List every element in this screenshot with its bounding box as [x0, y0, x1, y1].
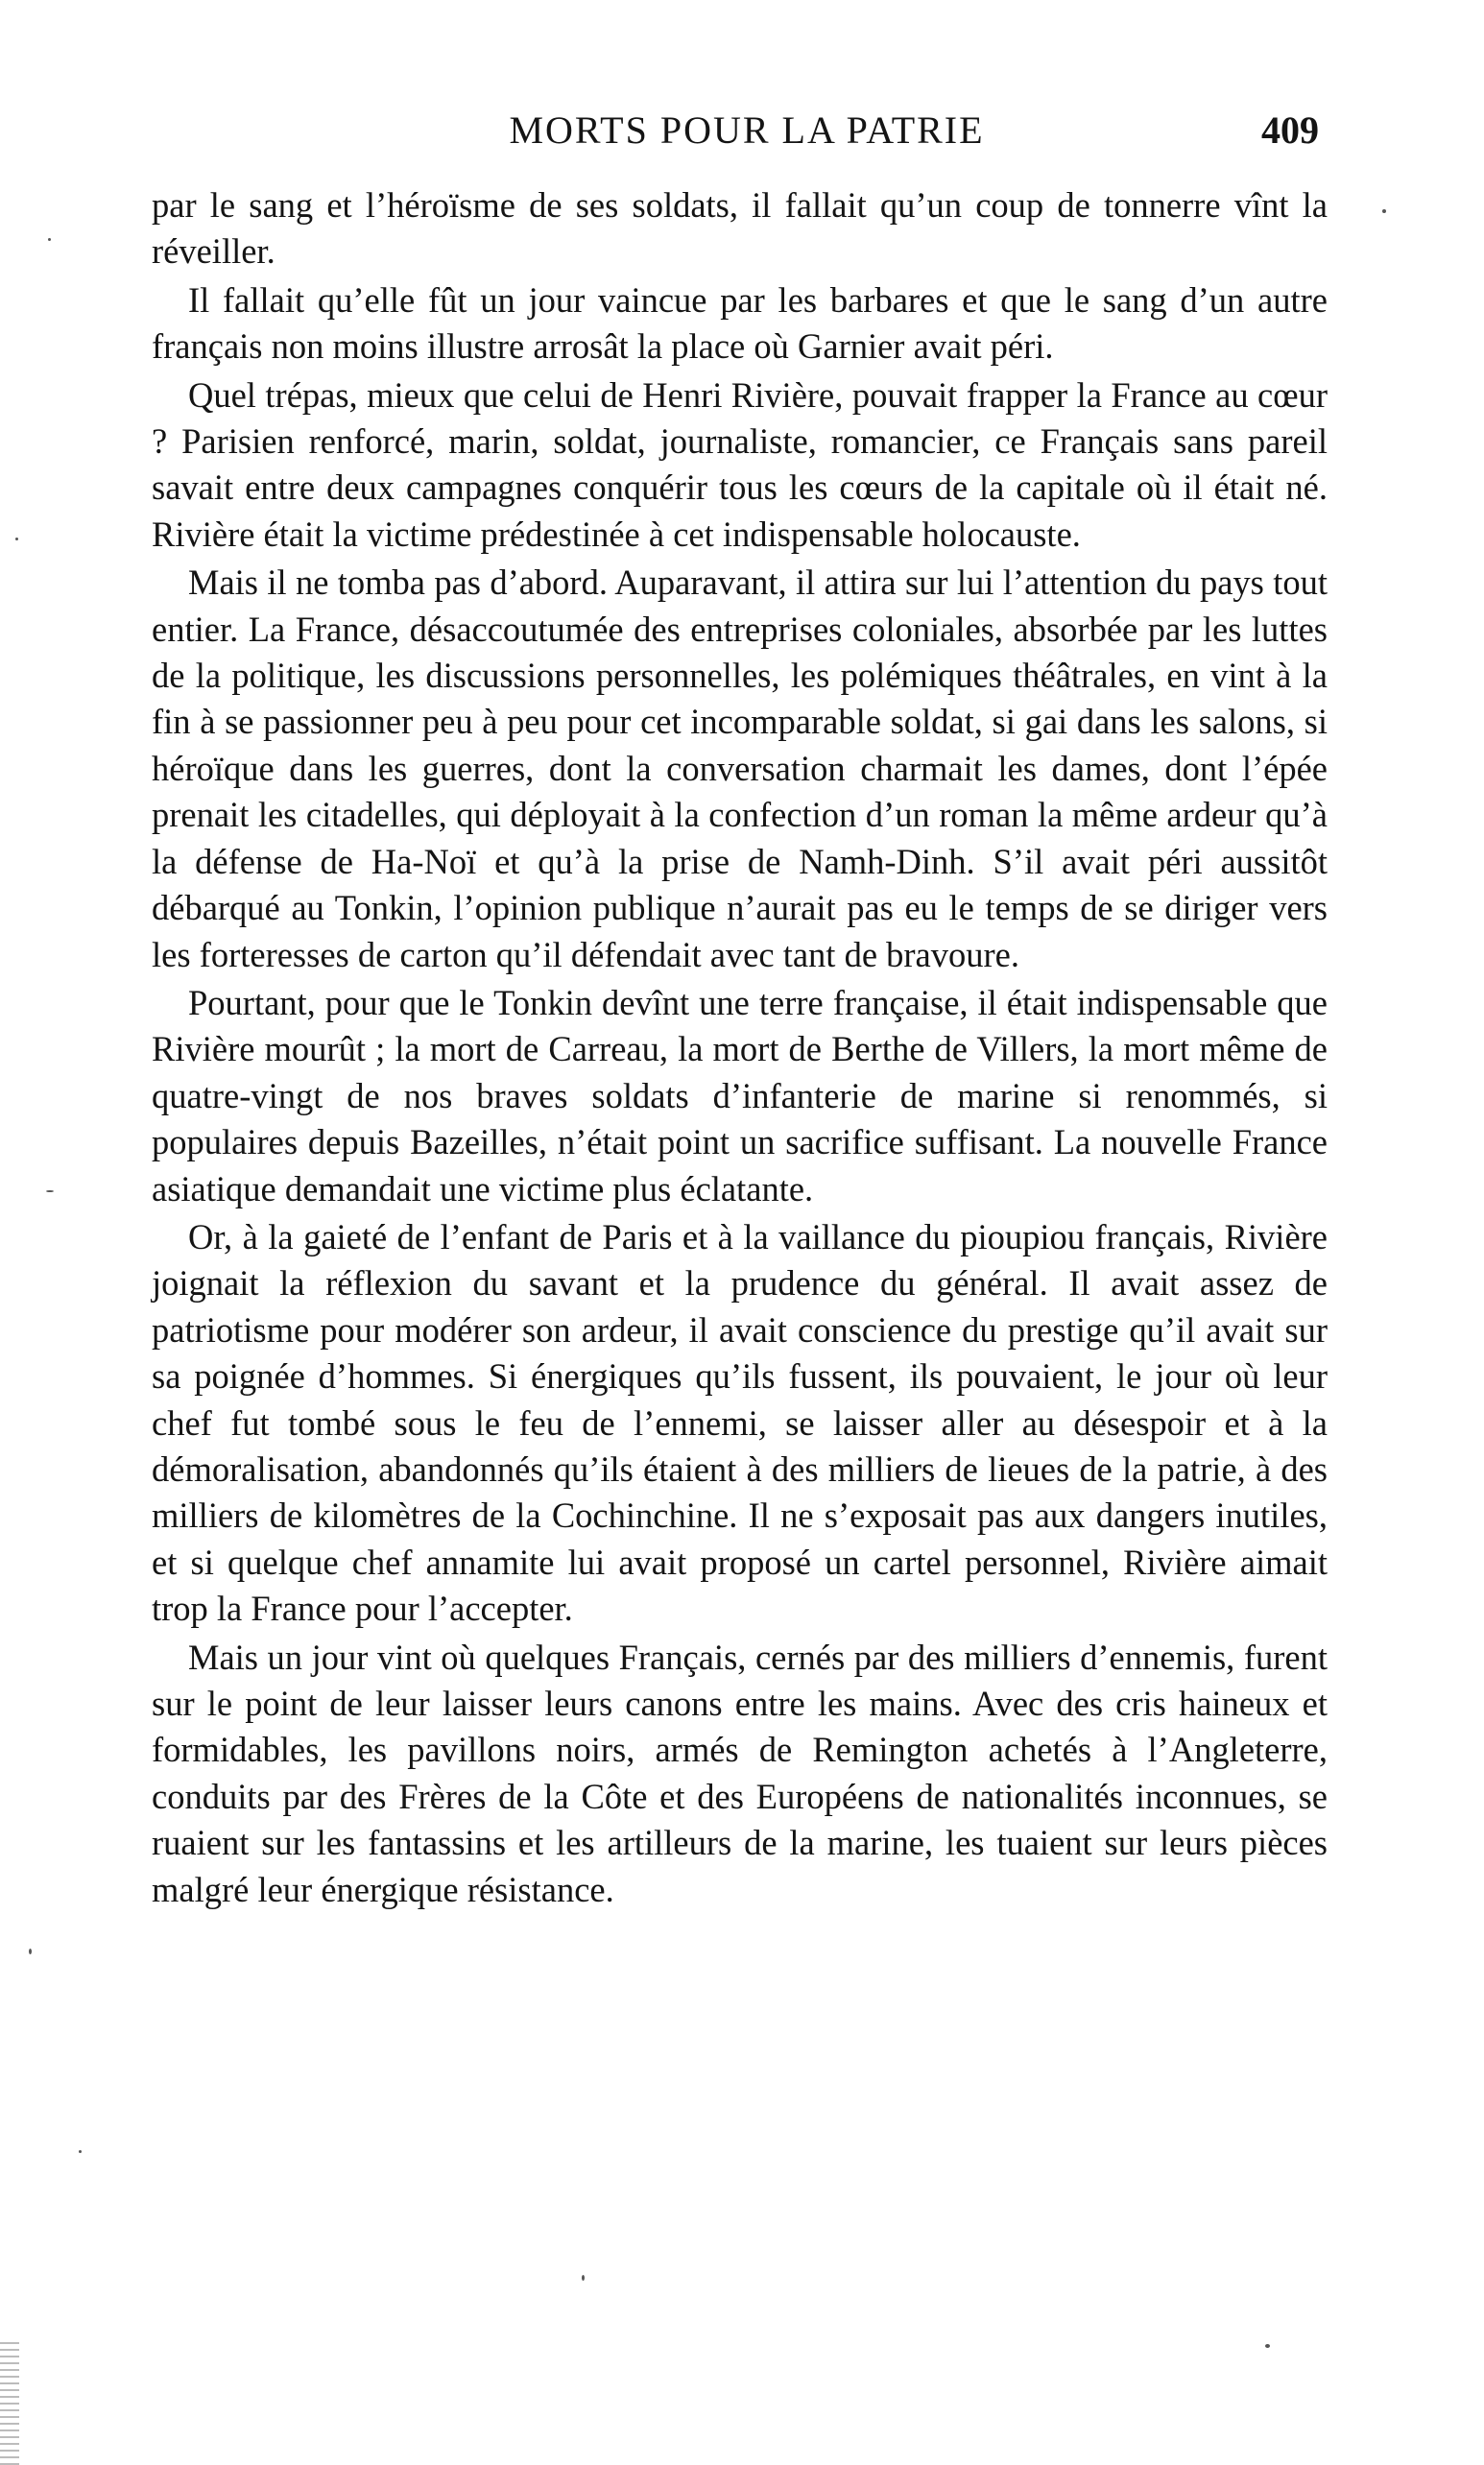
scan-speck [582, 2275, 585, 2281]
scan-speck [1265, 2344, 1270, 2348]
scan-edge-noise [0, 2342, 19, 2465]
paragraph-4: Mais il ne tomba pas d’abord. Auparavant, il attira sur lui l’attention du pays tout entier. La France, désaccoutumée des entreprises coloniales, absorbée par les luttes de la politique, les discussions personnelles, les polémiques théâtrales, en vint à la fin à se passionner peu à peu pour cet incomparable soldat, si gai dans les salons, si héroïque dans les guerres, dont la conversation charmait les dames, dont l’épée prenait les citadelles, qui déployait à la confection d’un roman la même ardeur qu’à la défense de Ha-Noï et qu’à la prise de Namh-Dinh. S’il avait péri aussitôt débarqué au Tonkin, l’opinion publique n’aurait pas eu le temps de se diriger vers les forteresses de carton qu’il défendait avec tant de bravoure. [152, 562, 1328, 974]
page-number: 409 [1261, 108, 1319, 152]
running-title: MORTS POUR LA PATRIE [509, 108, 985, 152]
paragraph-1: par le sang et l’héroïsme de ses soldats, il fallait qu’un coup de tonnerre vînt la réveiller. [152, 185, 1328, 272]
paragraph-3: Quel trépas, mieux que celui de Henri Rivière, pouvait frapper la France au cœur ? Parisien renforcé, marin, soldat, journaliste, romancier, ce Français sans pareil savait entre deux campagnes conquérir tous les cœurs de la capitale où il était né. Rivière était la victime prédestinée à cet indispensable holocauste. [152, 374, 1328, 554]
running-head [152, 104, 1342, 161]
body-text [152, 182, 1328, 1915]
scan-speck [79, 2150, 82, 2153]
paragraph-5: Pourtant, pour que le Tonkin devînt une terre française, il était indispensable que Rivière mourût ; la mort de Carreau, la mort de Berthe de Villers, la mort même de quatre-vingt de nos braves soldats d’infanterie de marine si renommés, si populaires depuis Bazeilles, n’était point un sacrifice suffisant. La nouvelle France asiatique demandait une victime plus éclatante. [152, 982, 1328, 1209]
scan-speck [1382, 209, 1386, 213]
scan-speck [46, 1190, 54, 1192]
paragraph-7: Mais un jour vint où quelques Français, cernés par des milliers d’ennemis, furent sur le point de leur laisser leurs canons entre les mains. Avec des cris haineux et formidables, les pavillons noirs, armés de Remington achetés à l’Angleterre, conduits par des Frères de la Côte et des Européens de nationalités inconnues, se ruaient sur les fantassins et les artilleurs de la marine, les tuaient sur leurs pièces malgré leur énergique résistance. [152, 1637, 1328, 1909]
scan-speck [29, 1949, 32, 1954]
paragraph-2: Il fallait qu’elle fût un jour vaincue par les barbares et que le sang d’un autre français non moins illustre arrosât la place où Garnier avait péri. [152, 279, 1328, 367]
scan-speck [15, 538, 18, 540]
scan-speck [48, 238, 51, 241]
paragraph-6: Or, à la gaieté de l’enfant de Paris et à la vaillance du pioupiou français, Rivière joignait la réflexion du savant et la prudence du général. Il avait assez de patriotisme pour modérer son ardeur, il avait conscience du prestige qu’il avait sur sa poignée d’hommes. Si énergiques qu’ils fussent, ils pouvaient, le jour où leur chef fut tombé sous le feu de l’ennemi, se laisser aller au désespoir et à la démoralisation, abandonnés qu’ils étaient à des milliers de lieues de la patrie, à des milliers de kilomètres de la Cochinchine. Il ne s’exposait pas aux dangers inutiles, et si quelque chef annamite lui avait proposé un cartel personnel, Rivière aimait trop la France pour l’accepter. [152, 1216, 1328, 1629]
